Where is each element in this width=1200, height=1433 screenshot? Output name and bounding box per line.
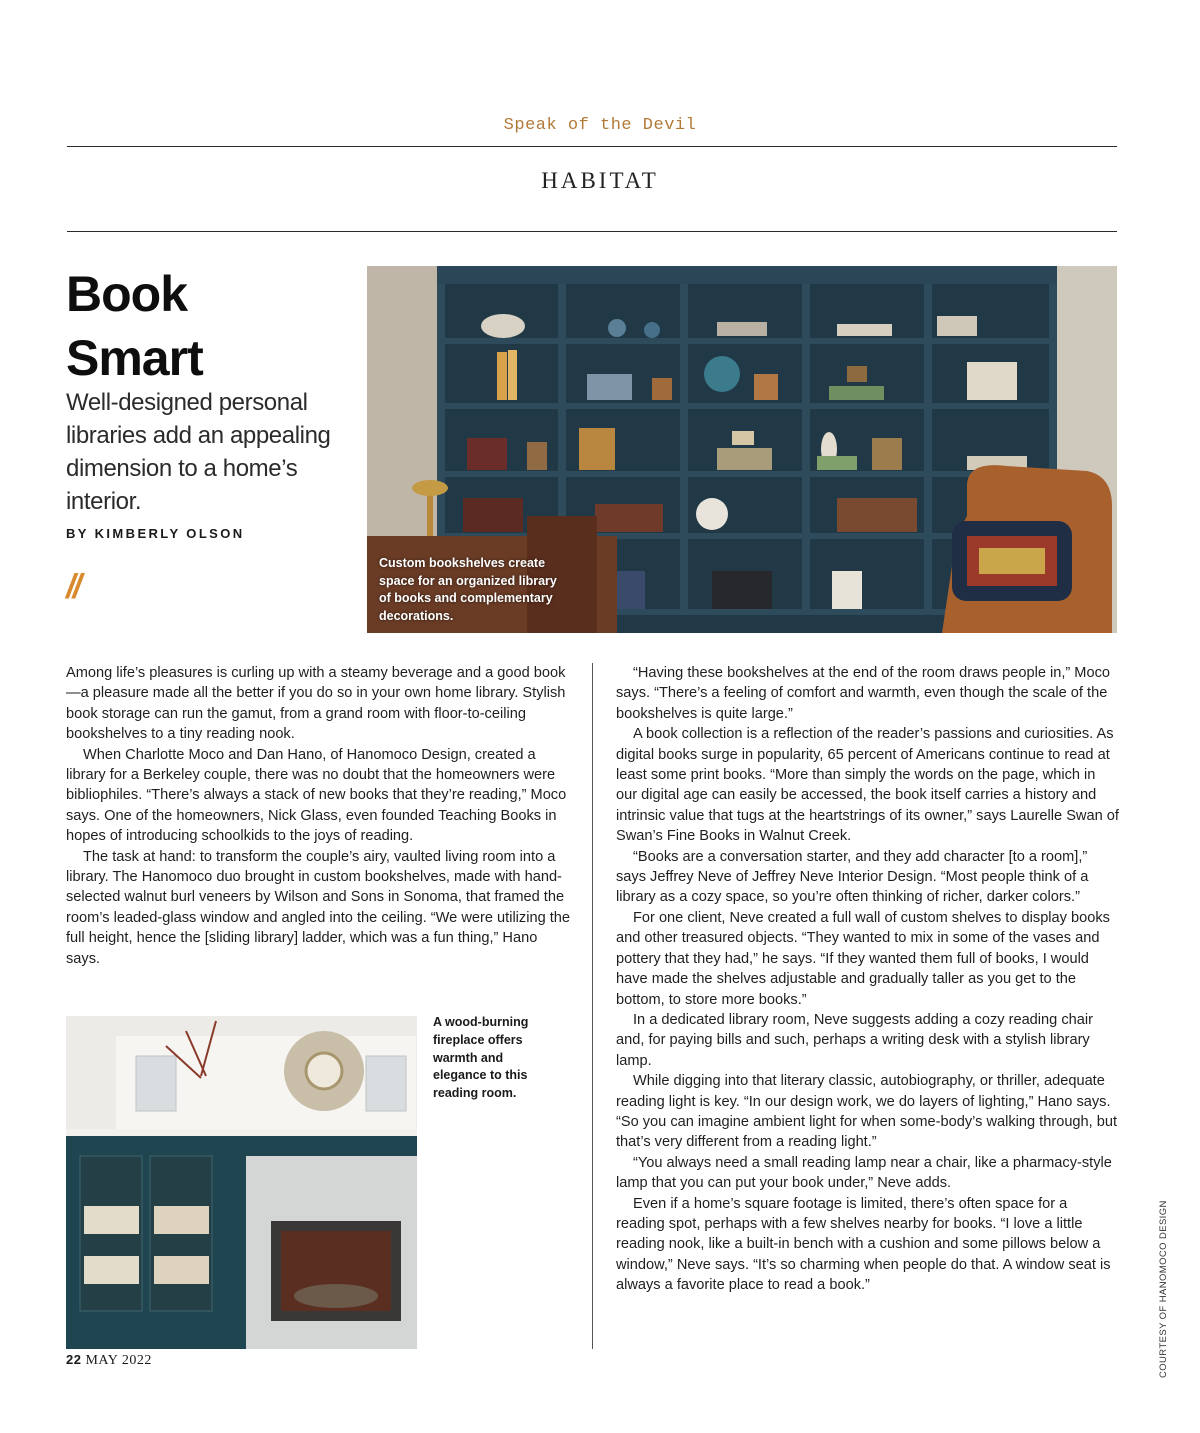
paragraph: For one client, Neve created a full wall of custom shelves to display books and other treasured objects. “They wanted to mix in some of the vases and pottery that they had,” he says. “If they wanted them full of books, I would have made the shelves adjustable and gradually taller as you get to the bottom, to store more books.” — [616, 909, 1110, 1008]
paragraph: A book collection is a reflection of the reader’s passions and curiosities. As digital books surge in popularity, 65 percent of Americans continue to read at least some print books. “More than simply the words on the page, which in our digital age can easily be accessed, the book itself carries a history and intrinsic value that tugs at the heartstrings of its owner,” says Laurelle Swan of Swan’s Fine Books in Walnut Creek. — [616, 726, 1119, 845]
top-rule — [67, 146, 1117, 147]
headline-line-2: Smart — [66, 330, 203, 386]
hero-caption: Custom bookshelves create space for an organized library of books and complementary decorations. — [379, 556, 557, 623]
headline — [66, 262, 366, 390]
ornament-slashes: // — [66, 568, 79, 606]
byline: BY KIMBERLY OLSON — [66, 526, 245, 541]
body-column-left — [66, 663, 571, 969]
fireplace-photo — [66, 1016, 417, 1349]
headline-line-1: Book — [66, 266, 187, 322]
section-rule — [67, 231, 1117, 232]
photo-credit: COURTESY OF HANOMOCO DESIGN — [1158, 1200, 1169, 1378]
body-column-right — [616, 663, 1120, 1296]
section-title: HABITAT — [541, 168, 659, 193]
paragraph: The task at hand: to transform the couple’s airy, vaulted living room into a library. The Hanomoco duo brought in custom bookshelves, made with hand-selected walnut burl veneers by Wilson and Sons in Sonoma, that framed the room’s leaded-glass window and angled into the ceiling. “We were utilizing the full height, hence the [sliding library] ladder, which was a fun thing,” Hano says. — [66, 848, 571, 967]
paragraph: “You always need a small reading lamp near a chair, like a pharmacy-style lamp that you can put your book under,” Neve adds. — [616, 1154, 1112, 1192]
paragraph: While digging into that literary classic, autobiography, or thriller, adequate reading light is key. “In our design work, we do layers of lighting,” Hano says. “So you can imagine ambient light for when some-body’s walking through, but that’s very different from a reading light.” — [616, 1073, 1118, 1151]
deck: Well-designed personal libraries add an appealing dimension to a home’s interior. — [66, 389, 331, 515]
paragraph: In a dedicated library room, Neve suggests adding a cozy reading chair and, for paying bills and such, perhaps a writing desk with a stylish library lamp. — [616, 1011, 1093, 1069]
masthead: Speak of the Devil — [503, 116, 697, 135]
paragraph: Among life’s pleasures is curling up with a steamy beverage and a good book—a pleasure made all the better if you do so in your own home library. Stylish book storage can run the gamut, from a grand room with floor-to-ceiling bookshelves to a tiny reading nook. — [66, 665, 566, 743]
paragraph: Even if a home’s square footage is limited, there’s often space for a reading spot, perhaps with a few shelves nearby for books. “I love a little reading nook, like a built-in bench with a cushion and some pillows below a window,” Neve says. “It’s so charming when people do that. A window seat is always a favorite place to read a book.” — [616, 1195, 1111, 1294]
page-number: 22 — [66, 1352, 82, 1367]
column-divider — [592, 663, 593, 1349]
fireplace-caption: A wood-burning fireplace offers warmth and elegance to this reading room. — [433, 1015, 529, 1101]
paragraph: “Books are a conversation starter, and they add character [to a room],” says Jeffrey Neve of Jeffrey Neve Interior Design. “Most people think of a library as a cozy space, so you’re often thinking of richer, darker colors.” — [616, 848, 1089, 906]
paragraph: When Charlotte Moco and Dan Hano, of Hanomoco Design, created a library for a Berkeley couple, there was no doubt that the homeowners were bibliophiles. “There’s always a stack of new books that they’re reading,” Moco says. One of the homeowners, Nick Glass, even founded Teaching Books in hopes of introducing schoolkids to the joys of reading. — [66, 746, 567, 845]
issue-date: MAY 2022 — [85, 1353, 152, 1368]
page-folio — [66, 1352, 152, 1369]
paragraph: “Having these bookshelves at the end of the room draws people in,” Moco says. “There’s a feeling of comfort and warmth, even though the scale of the bookshelves is quite large.” — [616, 665, 1110, 722]
